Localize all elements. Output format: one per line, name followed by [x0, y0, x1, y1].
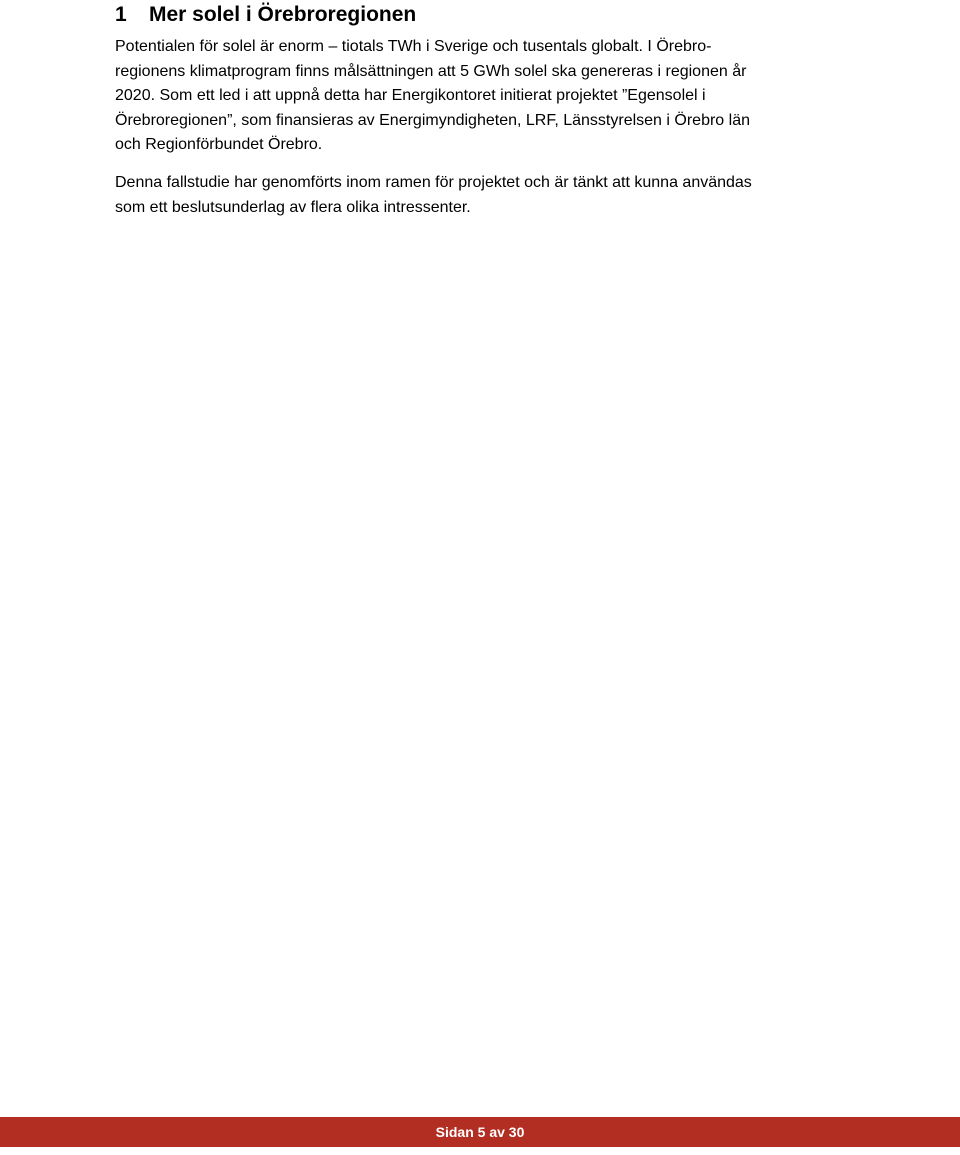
page-number: Sidan 5 av 30: [435, 1124, 525, 1140]
paragraph-line: som ett beslutsunderlag av flera olika intressenter.: [115, 198, 471, 216]
paragraph-line: och Regionförbundet Örebro.: [115, 136, 323, 153]
paragraph-line: Potentialen för solel är enorm – tiotals TWh i Sverige och tusentals globalt. I Örebro-: [115, 38, 712, 55]
paragraph-line: Örebroregionen”, som finansieras av Energimyndigheten, LRF, Länsstyrelsen i Örebro län: [115, 111, 750, 129]
section-number: 1: [115, 3, 127, 26]
case-study-paragraph: [115, 171, 845, 220]
paragraph-line: Denna fallstudie har genomförts inom ramen för projektet och är tänkt att kunna användas: [115, 174, 752, 191]
section-heading: [115, 2, 416, 28]
page-footer: [0, 1117, 960, 1147]
paragraph-line: 2020. Som ett led i att uppnå detta har Energikontoret initierat projektet ”Egensolel i: [115, 87, 706, 104]
paragraph-line: regionens klimatprogram finns målsättningen att 5 GWh solel ska genereras i regionen år: [115, 62, 747, 80]
section-title: Mer solel i Örebroregionen: [149, 3, 417, 26]
intro-paragraph: [115, 35, 845, 158]
